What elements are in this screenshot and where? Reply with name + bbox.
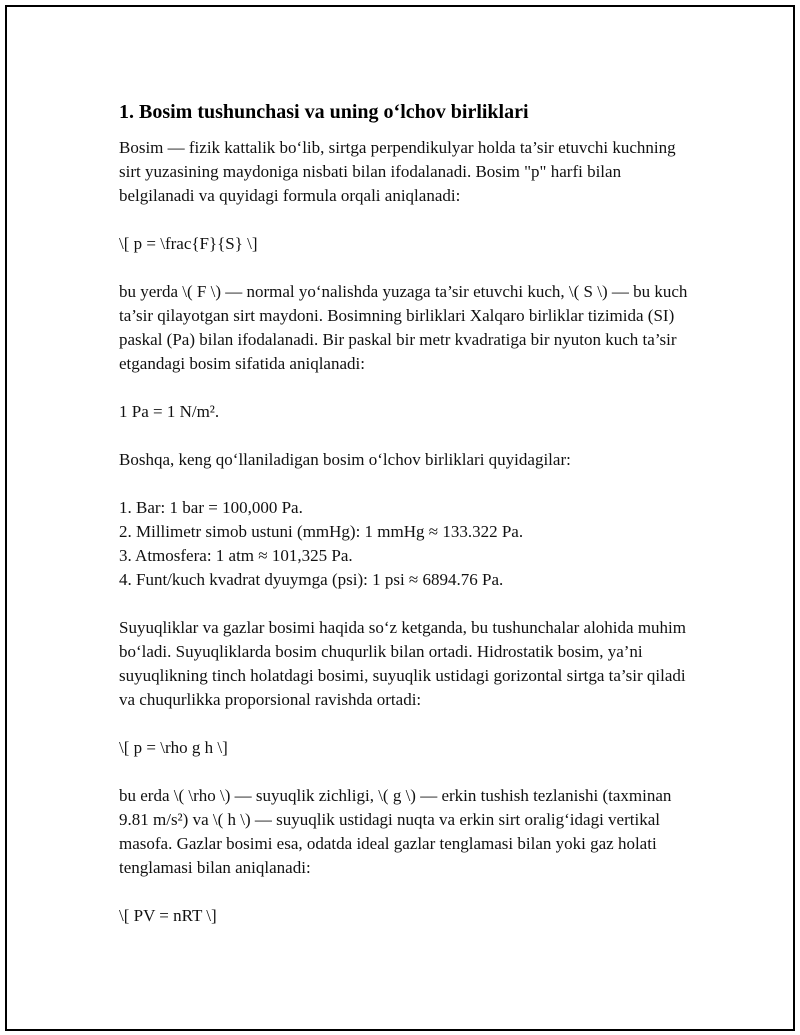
pressure-formula: \[ p = \frac{F}{S} \] <box>119 234 258 253</box>
units-intro-paragraph: Boshqa, keng qo‘llaniladigan bosim o‘lchov birliklari quyidagilar: <box>119 450 571 469</box>
list-item: 1. Bar: 1 bar = 100,000 Pa. <box>119 498 303 517</box>
variables-paragraph: bu erda \( \rho \) — suyuqlik zichligi, \( g \) — erkin tushish tezlanishi (taxminan 9.81 m/s²) va \( h \) — suyuqlik ustidagi nuqta va erkin sirt oralig‘idagi vertikal masofa. Gazlar bosimi esa, odatda ideal gazlar tenglamasi bilan yoki gaz holati tenglamasi bilan aniqlanadi: <box>119 786 672 877</box>
list-item: 4. Funt/kuch kvadrat dyuymga (psi): 1 psi ≈ 6894.76 Pa. <box>119 570 504 589</box>
list-item: 2. Millimetr simob ustuni (mmHg): 1 mmHg ≈ 133.322 Pa. <box>119 522 524 541</box>
units-list <box>119 496 699 592</box>
section-title: 1. Bosim tushunchasi va uning o‘lchov birliklari <box>119 101 529 123</box>
pascal-definition: 1 Pa = 1 N/m². <box>119 402 220 421</box>
ideal-gas-formula: \[ PV = nRT \] <box>119 906 217 925</box>
list-item: 3. Atmosfera: 1 atm ≈ 101,325 Pa. <box>119 546 353 565</box>
definition-paragraph: bu yerda \( F \) — normal yo‘nalishda yuzaga ta’sir etuvchi kuch, \( S \) — bu kuch ta’sir qilayotgan sirt maydoni. Bosimning birliklari Xalqaro birliklar tizimida (SI) paskal (Pa) bilan ifodalanadi. Bir paskal bir metr kvadratiga bir nyuton kuch ta’sir etgandagi bosim sifatida aniqlanadi: <box>119 282 688 373</box>
page-frame <box>5 5 795 1031</box>
intro-paragraph: Bosim — fizik kattalik bo‘lib, sirtga perpendikulyar holda ta’sir etuvchi kuchning sirt yuzasining maydoniga nisbati bilan ifodalanadi. Bosim "p" harfi bilan belgilanadi va quyidagi formula orqali aniqlanadi: <box>119 138 676 205</box>
document-body <box>119 99 699 952</box>
hydrostatic-formula: \[ p = \rho g h \] <box>119 738 228 757</box>
hydrostatic-paragraph: Suyuqliklar va gazlar bosimi haqida so‘z ketganda, bu tushunchalar alohida muhim bo‘ladi. Suyuqliklarda bosim chuqurlik bilan ortadi. Hidrostatik bosim, ya’ni suyuqlikning tinch holatdagi bosimi, suyuqlik ustidagi gorizontal sirtga ta’sir qiladi va chuqurlikka proporsional ravishda ortadi: <box>119 618 686 709</box>
